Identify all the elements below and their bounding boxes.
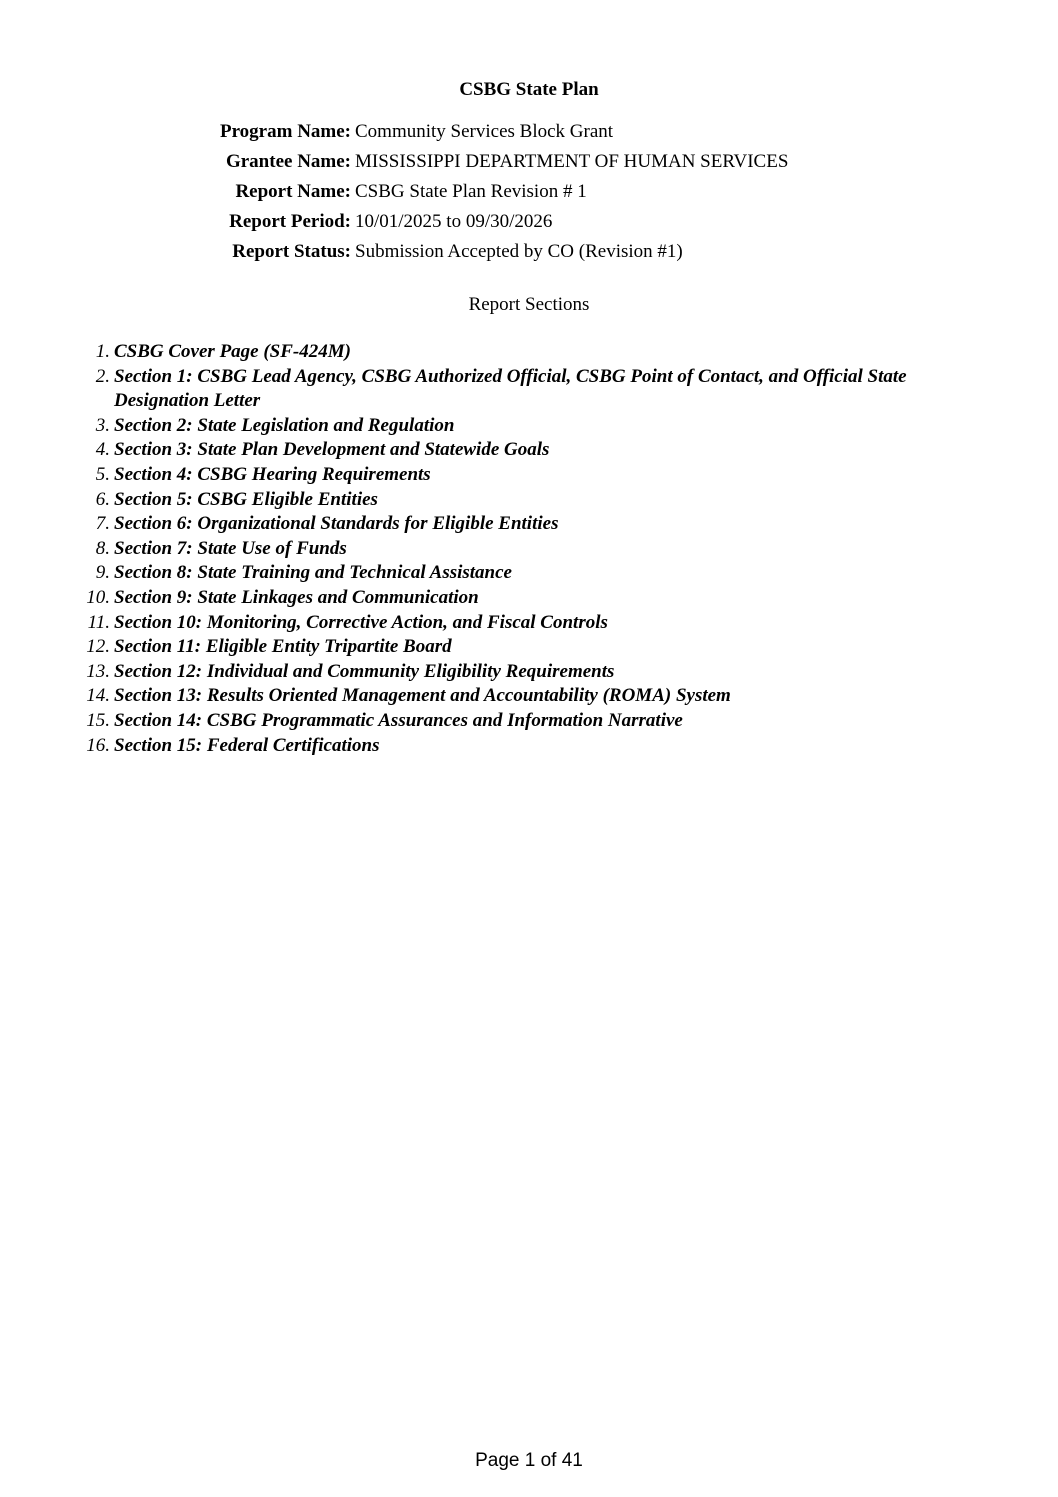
- report-metadata: [0, 119, 1058, 269]
- section-link[interactable]: Section 14: CSBG Programmatic Assurances and Information Narrative: [114, 709, 683, 731]
- section-number: 15.: [86, 709, 110, 731]
- section-link[interactable]: Section 9: State Linkages and Communication: [114, 586, 479, 608]
- section-number: 1.: [95, 341, 110, 362]
- section-item[interactable]: [0, 463, 1058, 488]
- section-link[interactable]: Section 7: State Use of Funds: [114, 537, 347, 559]
- meta-row-report-period: [0, 209, 1058, 239]
- section-item[interactable]: [0, 561, 1058, 586]
- section-item[interactable]: [0, 537, 1058, 562]
- section-link[interactable]: Section 12: Individual and Community Eligibility Requirements: [114, 660, 615, 682]
- section-link[interactable]: Section 1: CSBG Lead Agency, CSBG Authorized Official, CSBG Point of Contact, and Official State Designation Letter: [114, 365, 907, 412]
- section-item[interactable]: [0, 611, 1058, 636]
- meta-label: Grantee Name:: [225, 151, 351, 172]
- section-item[interactable]: [0, 414, 1058, 439]
- report-sections-heading: Report Sections: [468, 294, 590, 315]
- page-number-footer: Page 1 of 41: [475, 1450, 583, 1471]
- section-number: 14.: [86, 685, 110, 707]
- section-number: 4.: [95, 439, 110, 461]
- section-number: 6.: [95, 488, 110, 510]
- meta-value: Submission Accepted by CO (Revision #1): [355, 241, 683, 262]
- section-number: 9.: [95, 562, 110, 584]
- meta-label: Report Name:: [235, 181, 351, 202]
- section-number: 11.: [87, 611, 110, 633]
- meta-row-program-name: [0, 119, 1058, 149]
- section-number: 3.: [95, 414, 110, 436]
- section-number: 5.: [95, 463, 110, 485]
- section-link[interactable]: Section 4: CSBG Hearing Requirements: [114, 463, 431, 485]
- meta-row-grantee-name: [0, 149, 1058, 179]
- section-item[interactable]: [0, 438, 1058, 463]
- meta-value: CSBG State Plan Revision # 1: [355, 181, 587, 202]
- section-number: 2.: [95, 365, 110, 387]
- meta-value: Community Services Block Grant: [355, 121, 614, 142]
- meta-label: Report Status:: [232, 241, 351, 262]
- section-link[interactable]: Section 13: Results Oriented Management and Accountability (ROMA) System: [114, 685, 731, 707]
- page-title: CSBG State Plan: [459, 79, 599, 100]
- section-link[interactable]: Section 10: Monitoring, Corrective Action, and Fiscal Controls: [114, 611, 608, 633]
- section-link[interactable]: Section 2: State Legislation and Regulation: [114, 414, 455, 436]
- meta-row-report-name: [0, 179, 1058, 209]
- section-link[interactable]: Section 5: CSBG Eligible Entities: [114, 488, 378, 510]
- section-item[interactable]: [0, 684, 1058, 709]
- section-link[interactable]: Section 6: Organizational Standards for Eligible Entities: [114, 513, 559, 535]
- section-item[interactable]: [0, 660, 1058, 685]
- section-number: 12.: [86, 636, 110, 658]
- section-number: 16.: [86, 734, 110, 756]
- meta-value: 10/01/2025 to 09/30/2026: [355, 211, 553, 232]
- section-number: 13.: [86, 660, 110, 682]
- meta-value: MISSISSIPPI DEPARTMENT OF HUMAN SERVICES: [355, 151, 789, 172]
- section-number: 10.: [86, 586, 110, 608]
- section-item[interactable]: [0, 635, 1058, 660]
- section-number: 8.: [95, 537, 110, 559]
- section-item[interactable]: [0, 488, 1058, 513]
- section-item[interactable]: [0, 340, 1058, 365]
- meta-row-report-status: [0, 239, 1058, 269]
- section-link[interactable]: Section 3: State Plan Development and Statewide Goals: [114, 439, 550, 461]
- section-item[interactable]: [0, 709, 1058, 734]
- section-item[interactable]: [0, 734, 1058, 759]
- meta-label: Report Period:: [229, 211, 351, 232]
- report-sections-list: [0, 340, 1058, 758]
- section-item[interactable]: [0, 512, 1058, 537]
- section-link[interactable]: Section 11: Eligible Entity Tripartite Board: [114, 636, 452, 658]
- meta-label: Program Name:: [219, 121, 351, 142]
- section-item[interactable]: [0, 365, 1058, 414]
- section-number: 7.: [95, 513, 110, 535]
- section-link[interactable]: Section 15: Federal Certifications: [114, 734, 380, 756]
- section-item[interactable]: [0, 586, 1058, 611]
- section-link[interactable]: Section 8: State Training and Technical Assistance: [114, 562, 512, 584]
- section-link[interactable]: CSBG Cover Page (SF-424M): [114, 341, 351, 362]
